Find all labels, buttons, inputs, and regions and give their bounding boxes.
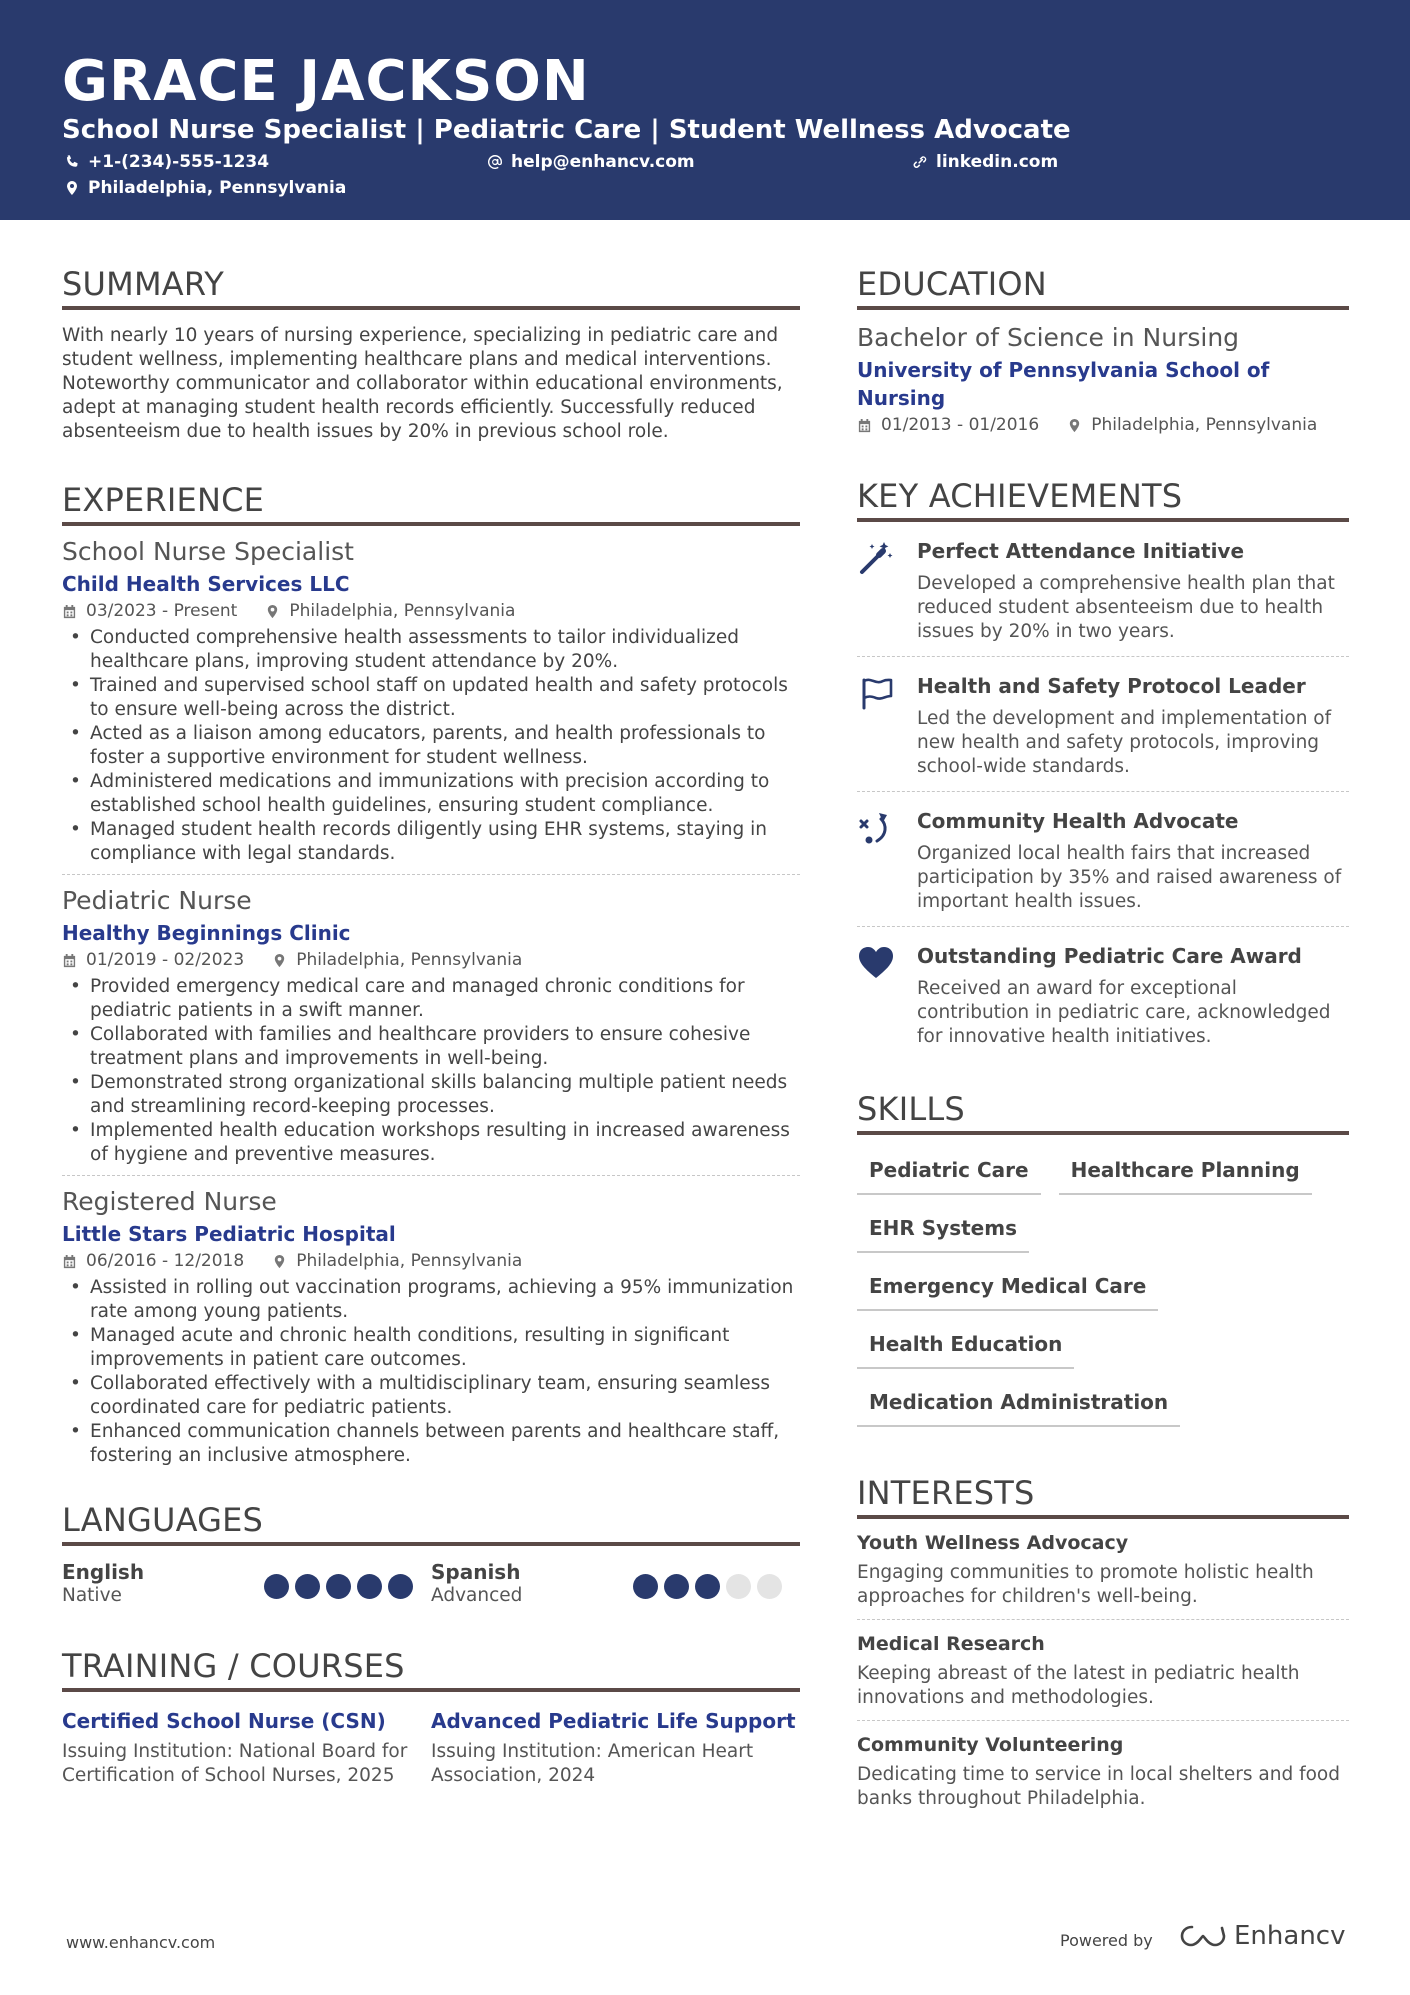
interests-section <box>857 1473 1349 1821</box>
rating-dot-filled <box>357 1574 382 1599</box>
achievement-item <box>857 657 1349 792</box>
section-title-languages: LANGUAGES <box>62 1500 800 1546</box>
training-section <box>62 1646 800 1788</box>
bullet-item: • Collaborated effectively with a multidisciplinary team, ensuring seamless coordinated care for pediatric patients. <box>62 1372 800 1420</box>
training-item <box>431 1708 800 1788</box>
job-meta <box>62 949 800 971</box>
bullet-item: • Provided emergency medical care and managed chronic conditions for pediatric patients in a swift manner. <box>62 975 800 1023</box>
location-pin-icon <box>272 1254 287 1269</box>
magic-wand-icon <box>857 539 895 577</box>
achievement-title: Perfect Attendance Initiative <box>917 539 1245 563</box>
education-location: Philadelphia, Pennsylvania <box>1091 415 1318 435</box>
rating-dot-filled <box>264 1574 289 1599</box>
achievement-item <box>857 792 1349 927</box>
section-title-interests: INTERESTS <box>857 1473 1349 1519</box>
interest-item <box>857 1620 1349 1721</box>
interest-desc: Keeping abreast of the latest in pediatric health innovations and methodologies. <box>857 1663 1300 1708</box>
contact-linkedin[interactable] <box>912 151 1058 173</box>
footer-powered-by: Powered by <box>1060 1931 1153 1950</box>
location-text: Philadelphia, Pennsylvania <box>88 178 347 198</box>
rating-dot-filled <box>326 1574 351 1599</box>
language-level: Advanced <box>431 1585 523 1606</box>
headline: School Nurse Specialist | Pediatric Care | Student Wellness Advocate <box>62 115 1071 145</box>
rating-dot-empty <box>757 1574 782 1599</box>
left-column <box>62 264 800 1788</box>
job-bullets <box>62 975 800 1167</box>
enhancv-logo[interactable] <box>1180 1921 1345 1951</box>
rating-dot-filled <box>388 1574 413 1599</box>
training-desc: Issuing Institution: American Heart Association, 2024 <box>431 1741 754 1786</box>
calendar-icon <box>62 953 77 968</box>
achievement-item <box>857 522 1349 657</box>
bullet-item: • Assisted in rolling out vaccination programs, achieving a 95% immunization rate among young patients. <box>62 1276 800 1324</box>
job-bullets <box>62 626 800 866</box>
at-icon <box>487 154 503 170</box>
language-rating <box>264 1574 413 1599</box>
section-title-experience: EXPERIENCE <box>62 480 800 526</box>
job-title: Registered Nurse <box>62 1187 277 1216</box>
achievement-title: Outstanding Pediatric Care Award <box>917 944 1302 968</box>
achievement-desc: Organized local health fairs that increased participation by 35% and raised awareness of important health issues. <box>917 843 1342 912</box>
right-column <box>857 264 1349 1821</box>
job-entry <box>62 536 800 875</box>
job-entry <box>62 885 800 1176</box>
education-meta <box>857 414 1349 436</box>
job-dates: 06/2016 - 12/2018 <box>86 1251 245 1271</box>
bullet-item: • Demonstrated strong organizational skills balancing multiple patient needs and streamlining record-keeping processes. <box>62 1071 800 1119</box>
location-pin-icon <box>272 953 287 968</box>
achievement-desc: Developed a comprehensive health plan that reduced student absenteeism due to health issues by 20% in two years. <box>917 573 1335 642</box>
degree: Bachelor of Science in Nursing <box>857 323 1240 352</box>
rating-dot-empty <box>726 1574 751 1599</box>
email-text: help@enhancv.com <box>511 152 695 172</box>
summary-section <box>62 264 800 444</box>
interest-item <box>857 1721 1349 1821</box>
achievement-desc: Received an award for exceptional contribution in pediatric care, acknowledged for innovative health initiatives. <box>917 978 1331 1047</box>
language-rating <box>633 1574 782 1599</box>
interest-title: Community Volunteering <box>857 1734 1124 1756</box>
flag-icon <box>857 674 895 712</box>
skills-section <box>857 1089 1349 1435</box>
language-item <box>431 1560 800 1608</box>
section-title-education: EDUCATION <box>857 264 1349 310</box>
phone-icon <box>64 154 80 170</box>
skill-tag: Emergency Medical Care <box>857 1261 1158 1311</box>
skill-tag: Health Education <box>857 1319 1074 1369</box>
contact-phone[interactable] <box>64 151 269 173</box>
language-level: Native <box>62 1585 122 1606</box>
interest-desc: Dedicating time to service in local shelters and food banks throughout Philadelphia. <box>857 1764 1340 1809</box>
experience-section <box>62 480 800 1476</box>
phone-text: +1-(234)-555-1234 <box>88 152 270 172</box>
summary-text: With nearly 10 years of nursing experience, specializing in pediatric care and student wellness, implementing healthcare plans and medical interventions. Noteworthy communicator and collaborator within educational environments, adept at managing student health records efficiently. Successfully reduced absenteeism due to health issues by 20% in previous school role. <box>62 325 783 442</box>
calendar-icon <box>857 418 872 433</box>
job-meta <box>62 600 800 622</box>
bullet-item: • Managed student health records diligently using EHR systems, staying in compliance with legal standards. <box>62 818 800 866</box>
rating-dot-filled <box>633 1574 658 1599</box>
skill-tag: Healthcare Planning <box>1059 1145 1312 1195</box>
job-location: Philadelphia, Pennsylvania <box>296 1251 523 1271</box>
education-section <box>857 264 1349 436</box>
job-location: Philadelphia, Pennsylvania <box>296 950 523 970</box>
heart-icon <box>857 944 895 982</box>
achievements-section <box>857 476 1349 1061</box>
company-name: Child Health Services LLC <box>62 572 350 596</box>
training-desc: Issuing Institution: National Board for Certification of School Nurses, 2025 <box>62 1741 408 1786</box>
languages-section <box>62 1500 800 1608</box>
achievement-title: Community Health Advocate <box>917 809 1239 833</box>
interest-title: Youth Wellness Advocacy <box>857 1532 1129 1554</box>
bullet-item: • Managed acute and chronic health conditions, resulting in significant improvements in patient care outcomes. <box>62 1324 800 1372</box>
footer-url[interactable]: www.enhancv.com <box>66 1933 216 1952</box>
section-title-summary: SUMMARY <box>62 264 800 310</box>
interest-title: Medical Research <box>857 1633 1045 1655</box>
bullet-item: • Implemented health education workshops resulting in increased awareness of hygiene and preventive measures. <box>62 1119 800 1167</box>
company-name: Healthy Beginnings Clinic <box>62 921 351 945</box>
job-dates: 01/2019 - 02/2023 <box>86 950 245 970</box>
bullet-item: • Collaborated with families and healthcare providers to ensure cohesive treatment plans and improvements in well-being. <box>62 1023 800 1071</box>
enhancv-logo-icon <box>1180 1923 1226 1949</box>
job-title: Pediatric Nurse <box>62 886 252 915</box>
education-dates: 01/2013 - 01/2016 <box>881 415 1040 435</box>
contact-location <box>64 177 346 199</box>
bullet-item: • Acted as a liaison among educators, parents, and health professionals to foster a supportive environment for student wellness. <box>62 722 800 770</box>
candidate-name: GRACE JACKSON <box>62 49 590 114</box>
location-pin-icon <box>64 180 80 196</box>
job-dates: 03/2023 - Present <box>86 601 238 621</box>
skill-tag: Pediatric Care <box>857 1145 1041 1195</box>
calendar-icon <box>62 1254 77 1269</box>
location-pin-icon <box>1067 418 1082 433</box>
section-title-skills: SKILLS <box>857 1089 1349 1135</box>
interest-item <box>857 1519 1349 1620</box>
job-entry <box>62 1186 800 1476</box>
training-title: Advanced Pediatric Life Support <box>431 1709 796 1733</box>
section-title-achievements: KEY ACHIEVEMENTS <box>857 476 1349 522</box>
training-item <box>62 1708 431 1788</box>
section-title-training: TRAINING / COURSES <box>62 1646 800 1692</box>
achievement-item <box>857 927 1349 1061</box>
location-pin-icon <box>265 604 280 619</box>
bullet-item: • Trained and supervised school staff on updated health and safety protocols to ensure well-being across the district. <box>62 674 800 722</box>
resume-header <box>0 0 1410 220</box>
linkedin-text: linkedin.com <box>936 152 1059 172</box>
job-bullets <box>62 1276 800 1468</box>
bullet-item: • Enhanced communication channels between parents and healthcare staff, fostering an inclusive atmosphere. <box>62 1420 800 1468</box>
achievement-desc: Led the development and implementation of new health and safety protocols, improving school-wide standards. <box>917 708 1332 777</box>
achievement-title: Health and Safety Protocol Leader <box>917 674 1306 698</box>
contact-email[interactable] <box>487 151 695 173</box>
school-name: University of Pennsylvania School of Nursing <box>857 358 1270 410</box>
calendar-icon <box>62 604 77 619</box>
rating-dot-filled <box>664 1574 689 1599</box>
skill-tag: Medication Administration <box>857 1377 1180 1427</box>
job-title: School Nurse Specialist <box>62 537 354 566</box>
bullet-item: • Administered medications and immunizations with precision according to established school health guidelines, ensuring student compliance. <box>62 770 800 818</box>
skill-tag: EHR Systems <box>857 1203 1029 1253</box>
job-meta <box>62 1250 800 1272</box>
enhancv-logo-text: Enhancv <box>1234 1921 1346 1951</box>
link-icon <box>912 154 928 170</box>
training-title: Certified School Nurse (CSN) <box>62 1709 386 1733</box>
job-location: Philadelphia, Pennsylvania <box>289 601 516 621</box>
language-name: Spanish <box>431 1560 521 1584</box>
rating-dot-filled <box>695 1574 720 1599</box>
bullet-item: • Conducted comprehensive health assessments to tailor individualized healthcare plans, improving student attendance by 20%. <box>62 626 800 674</box>
language-name: English <box>62 1560 145 1584</box>
strategy-icon <box>857 809 895 847</box>
rating-dot-filled <box>295 1574 320 1599</box>
company-name: Little Stars Pediatric Hospital <box>62 1222 396 1246</box>
interest-desc: Engaging communities to promote holistic health approaches for children's well-being. <box>857 1562 1314 1607</box>
language-item <box>62 1560 431 1608</box>
